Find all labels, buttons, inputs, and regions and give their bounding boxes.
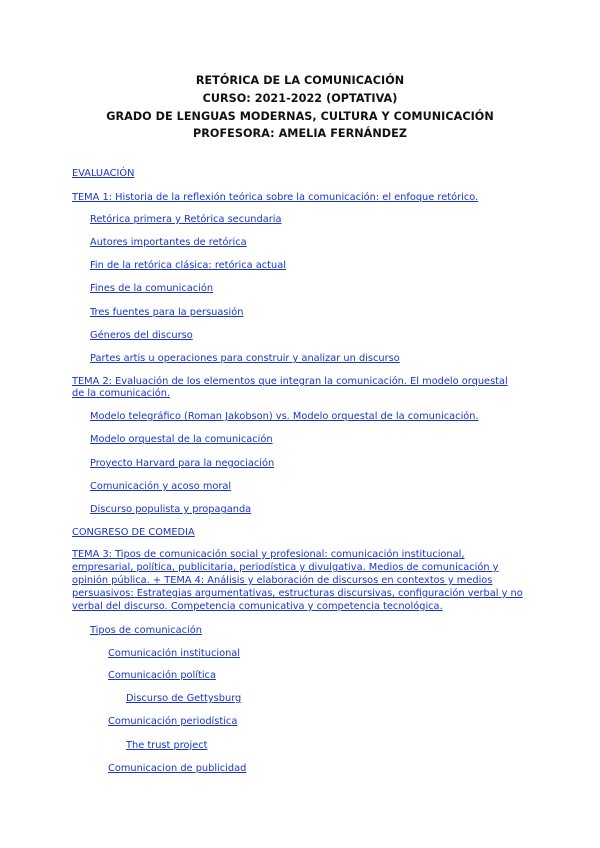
toc-link-comunicacion-periodistica[interactable]: Comunicación periodística <box>108 716 238 727</box>
toc-link-tema1-item[interactable]: Tres fuentes para la persuasión <box>90 307 244 318</box>
toc-link-tema2-item[interactable]: Comunicación y acoso moral <box>90 481 232 492</box>
toc-link-congreso[interactable]: CONGRESO DE COMEDIA <box>72 527 195 538</box>
course-line: CURSO: 2021-2022 (OPTATIVA) <box>202 91 398 105</box>
document-header <box>0 72 600 143</box>
toc-link-comunicacion-publicidad[interactable]: Comunicacion de publicidad <box>108 763 247 774</box>
toc-link-tema3-tema4[interactable]: TEMA 3: Tipos de comunicación social y profesional: comunicación institucional, empresarial, política, publicitaria, periodística y divulgativa. Medios de comunicación y opinión pública. + TEMA 4: Análisis y elaboración de discursos en contextos y medios persuasivos: Estrategias argumentativas, estructuras discursivas, configuración verbal y no verbal del discurso. Competencia comunicativa y competencia tecnológica. <box>72 549 523 612</box>
toc-link-tema1-item[interactable]: Fin de la retórica clásica: retórica actual <box>90 260 286 271</box>
toc-link-tema1-item[interactable]: Géneros del discurso <box>90 330 193 341</box>
toc-link-comunicacion-politica[interactable]: Comunicación política <box>108 670 216 681</box>
toc-link-tema2-item[interactable]: Discurso populista y propaganda <box>90 504 252 515</box>
toc-link-trust-project[interactable]: The trust project <box>126 740 208 751</box>
toc-link-tema1-item[interactable]: Retórica primera y Retórica secundaria <box>90 214 282 225</box>
toc-link-tema1-item[interactable]: Partes artis u operaciones para construir y analizar un discurso <box>90 353 400 364</box>
toc-link-tema1[interactable]: TEMA 1: Historia de la reflexión teórica sobre la comunicación: el enfoque retórico. <box>72 192 479 203</box>
toc-link-tema1-item[interactable]: Autores importantes de retórica <box>90 237 247 248</box>
toc-link-tema2[interactable]: TEMA 2: Evaluación de los elementos que integran la comunicación. El modelo orquestal de la comunicación. <box>72 376 508 400</box>
document-title: RETÓRICA DE LA COMUNICACIÓN <box>195 74 405 87</box>
degree-line: GRADO DE LENGUAS MODERNAS, CULTURA Y COMUNICACIÓN <box>106 109 494 123</box>
toc-link-evaluacion[interactable]: EVALUACIÓN <box>72 168 135 179</box>
teacher-line: PROFESORA: AMELIA FERNÁNDEZ <box>193 127 407 141</box>
toc-link-discurso-gettysburg[interactable]: Discurso de Gettysburg <box>126 693 242 704</box>
toc-link-tema2-item[interactable]: Proyecto Harvard para la negociación <box>90 458 275 469</box>
toc-link-tema2-item[interactable]: Modelo orquestal de la comunicación <box>90 434 273 445</box>
toc-link-tema1-item[interactable]: Fines de la comunicación <box>90 283 214 294</box>
toc-link-tema2-item[interactable]: Modelo telegráfico (Roman Jakobson) vs. Modelo orquestal de la comunicación. <box>90 411 479 422</box>
toc-link-comunicacion-institucional[interactable]: Comunicación institucional <box>108 648 241 659</box>
toc-link-tipos-comunicacion[interactable]: Tipos de comunicación <box>90 625 202 636</box>
